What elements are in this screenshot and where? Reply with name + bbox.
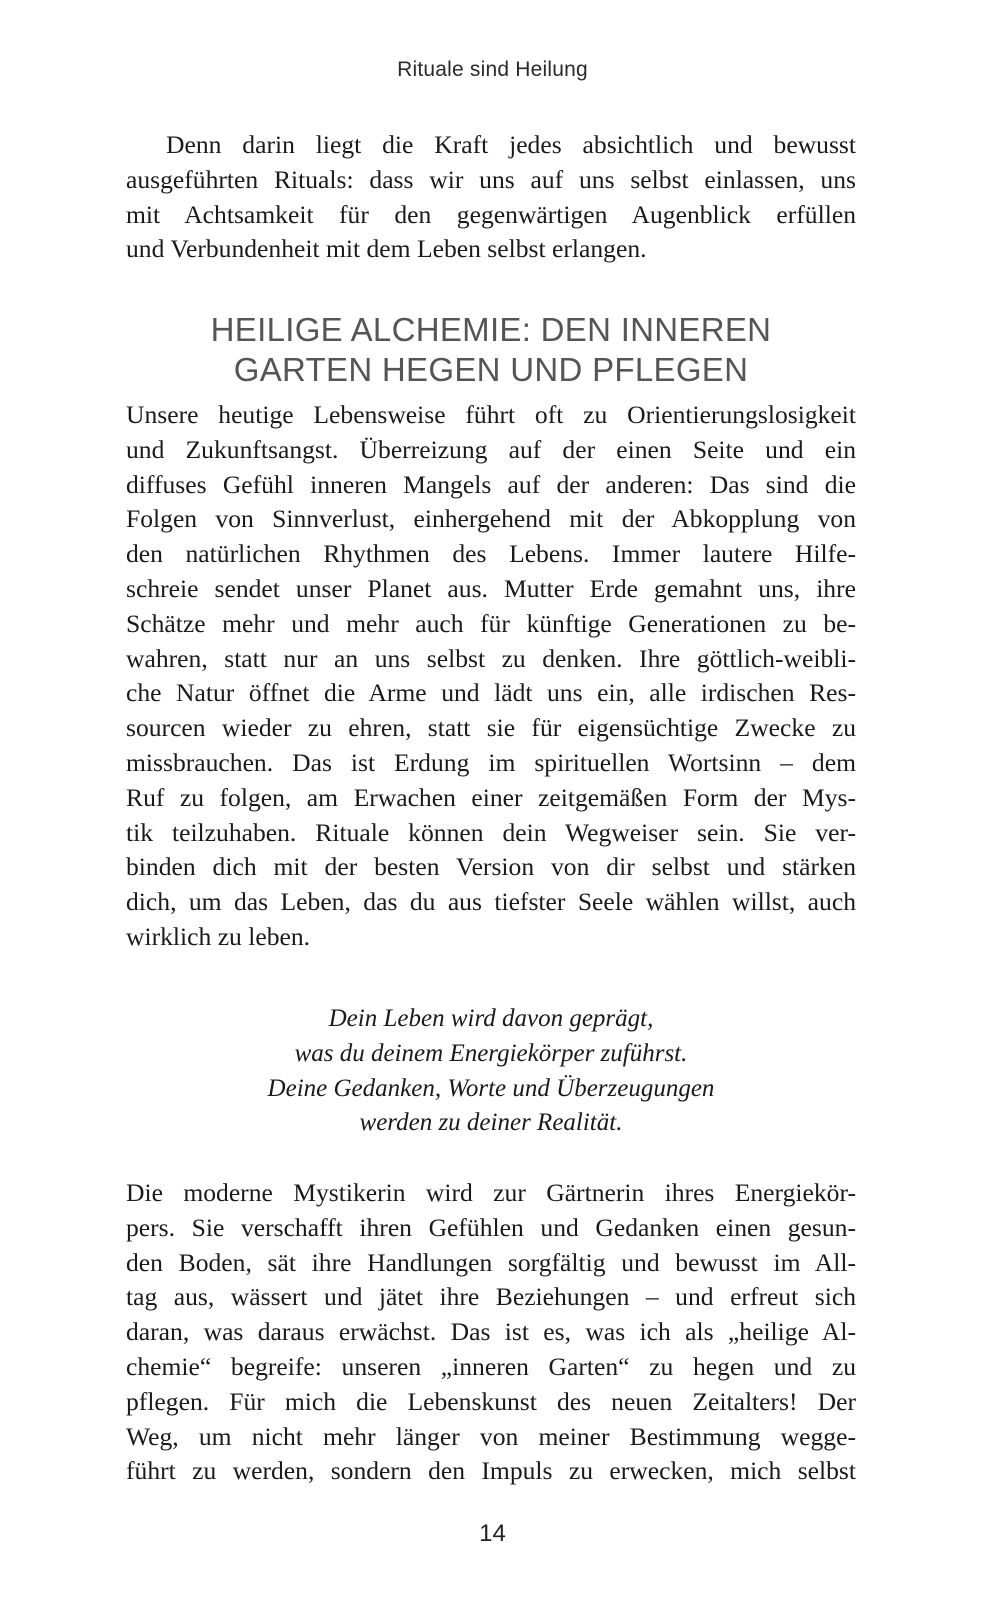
text-line: daran, was daraus erwächst. Das ist es, was ich als „heilige Al- bbox=[126, 1317, 856, 1347]
text-line: sourcen wieder zu ehren, statt sie für eigensüchtige Zwecke zu bbox=[126, 713, 856, 743]
text-line: tik teilzuhaben. Rituale können dein Wegweiser sein. Sie ver- bbox=[126, 817, 856, 847]
text-line: Schätze mehr und mehr auch für künftige Generationen zu be- bbox=[126, 608, 856, 638]
quote-line: werden zu deiner Realität. bbox=[359, 1109, 623, 1137]
text-line: missbrauchen. Das ist Erdung im spirituellen Wortsinn – dem bbox=[126, 747, 856, 777]
text-line: chemie“ begreife: unseren „inneren Garten“ zu hegen und zu bbox=[126, 1351, 856, 1381]
text-line: und Verbundenheit mit dem Leben selbst erlangen. bbox=[126, 234, 647, 264]
text-line: den natürlichen Rhythmen des Lebens. Immer lautere Hilfe- bbox=[126, 539, 856, 569]
quote-line: Dein Leben wird davon geprägt, bbox=[328, 1005, 654, 1032]
text-line: binden dich mit der besten Version von dir selbst und stärken bbox=[126, 852, 856, 882]
text-line: führt zu werden, sondern den Impuls zu erwecken, mich selbst bbox=[126, 1456, 856, 1486]
text-line: Weg, um nicht mehr länger von meiner Bestimmung wegge- bbox=[126, 1421, 856, 1451]
paragraph-3 bbox=[126, 1176, 856, 1489]
page-number: 14 bbox=[479, 1520, 506, 1547]
paragraph-1 bbox=[126, 128, 856, 267]
text-line: Die moderne Mystikerin wird zur Gärtnerin ihres Energiekör- bbox=[126, 1178, 856, 1207]
text-line: pflegen. Für mich die Lebenskunst des neuen Zeitalters! Der bbox=[126, 1386, 856, 1416]
text-line: che Natur öffnet die Arme und lädt uns ein, alle irdischen Res- bbox=[126, 678, 856, 708]
quote-line: was du deinem Energiekörper zuführst. bbox=[294, 1039, 688, 1067]
text-line: Ruf zu folgen, am Erwachen einer zeitgemäßen Form der Mys- bbox=[126, 782, 856, 812]
paragraph-2 bbox=[126, 398, 856, 955]
running-head: Rituale sind Heilung bbox=[397, 58, 588, 81]
text-line: mit Achtsamkeit für den gegenwärtigen Augenblick erfüllen bbox=[126, 199, 856, 229]
text-line: Folgen von Sinnverlust, einhergehend mit der Abkopplung von bbox=[126, 504, 856, 534]
heading-line: HEILIGE ALCHEMIE: DEN INNEREN bbox=[210, 311, 772, 348]
text-line: ausgeführten Rituals: dass wir uns auf uns selbst einlassen, uns bbox=[126, 164, 856, 194]
text-line: und Zukunftsangst. Überreizung auf der einen Seite und ein bbox=[126, 434, 856, 464]
section-heading bbox=[126, 310, 856, 390]
text-line: Unsere heutige Lebensweise führt oft zu Orientierungslosigkeit bbox=[126, 400, 856, 429]
text-line: Denn darin liegt die Kraft jedes absichtlich und bewusst bbox=[166, 130, 856, 159]
text-line: den Boden, sät ihre Handlungen sorgfältig und bewusst im All- bbox=[126, 1247, 856, 1277]
text-line: diffuses Gefühl inneren Mangels auf der anderen: Das sind die bbox=[126, 469, 856, 499]
text-line: dich, um das Leben, das du aus tiefster Seele wählen willst, auch bbox=[126, 887, 856, 917]
text-line: wahren, statt nur an uns selbst zu denken. Ihre göttlich-weibli- bbox=[126, 643, 856, 673]
text-line: wirklich zu leben. bbox=[126, 921, 311, 951]
quote-block bbox=[126, 1002, 856, 1141]
text-line: tag aus, wässert und jätet ihre Beziehungen – und erfreut sich bbox=[126, 1282, 856, 1312]
text-line: pers. Sie verschafft ihren Gefühlen und Gedanken einen gesun- bbox=[126, 1212, 856, 1242]
text-line: schreie sendet unser Planet aus. Mutter Erde gemahnt uns, ihre bbox=[126, 573, 856, 603]
quote-line: Deine Gedanken, Worte und Überzeugungen bbox=[267, 1074, 715, 1102]
heading-line: GARTEN HEGEN UND PFLEGEN bbox=[233, 351, 749, 388]
